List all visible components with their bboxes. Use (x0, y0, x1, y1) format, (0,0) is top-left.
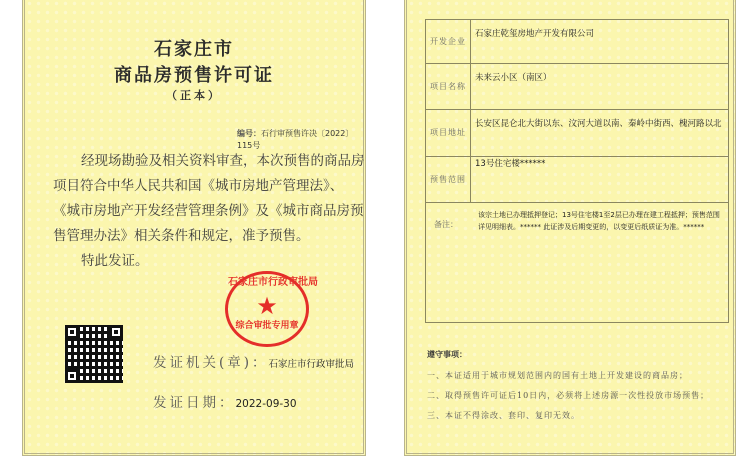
issuer-value: 石家庄市行政审批局 (268, 359, 355, 370)
body-line: 售管理办法》相关条件和规定，准予预售。 (53, 228, 310, 244)
row-label: 预售范围 (426, 157, 471, 203)
body-line: 项目符合中华人民共和国《城市房地产管理法》、 (53, 178, 344, 194)
city-title: 石家庄市 (154, 39, 234, 60)
table-row (426, 64, 729, 110)
table-row (426, 203, 729, 323)
note-item: 二、取得预售许可证后10日内，必须将上述房源一次性投放市场预售； (427, 391, 710, 400)
row-value: 石家庄乾玺房地产开发有限公司 (471, 20, 729, 64)
date-label: 发证日期： (153, 395, 236, 411)
certificate-detail-page (404, 0, 736, 456)
row-label: 开发企业 (426, 20, 471, 64)
star-icon: ★ (256, 292, 278, 320)
note-item: 三、本证不得涂改、套印、复印无效。 (427, 411, 580, 420)
details-table (425, 19, 729, 323)
notes-title: 遵守事项： (427, 349, 467, 359)
certificate-title: 商品房预售许可证 (114, 65, 274, 86)
notes-section (427, 349, 727, 430)
note-item: 一、本证适用于城市规划范围内的国有土地上开发建设的商品房； (427, 371, 688, 380)
table-row (426, 20, 729, 64)
certificate-body (53, 149, 365, 274)
row-value: 未来云小区（南区） (471, 64, 729, 110)
row-label: 项目地址 (426, 110, 471, 157)
row-value: 13号住宅楼****** (471, 157, 729, 203)
body-line: 《城市房地产开发经营管理条例》及《城市商品房预 (53, 203, 364, 219)
serial-label: 编号： (237, 128, 261, 138)
row-value: 长安区昆仑北大街以东、汶河大道以南、秦岭中街西、槐河路以北 (471, 110, 729, 157)
date-value: 2022-09-30 (235, 398, 297, 410)
qr-code[interactable] (65, 325, 123, 383)
seal-bottom-text: 综合审批专用章 (235, 321, 299, 331)
row-value: 该宗土地已办理抵押登记；13号住宅楼1至2层已办理在建工程抵押；预售范围详见明细表。****** 此证涉及后期变更的，以变更后纸质证为准。****** (478, 211, 720, 231)
row-label: 项目名称 (426, 64, 471, 110)
row-label: 备注： (434, 220, 458, 229)
certificate-front-page (22, 0, 366, 456)
seal-top-text: 石家庄市行政审批局 (228, 277, 318, 288)
date-line (153, 391, 297, 411)
issuer-label: 发证机关(章)： (153, 355, 269, 371)
copy-type: （正本） (166, 89, 222, 102)
qr-finder (65, 325, 79, 339)
table-row (426, 157, 729, 203)
body-line: 特此发证。 (81, 253, 149, 269)
official-seal (225, 271, 318, 347)
qr-finder (109, 325, 123, 339)
body-line: 经现场勘验及相关资料审查，本次预售的商品房 (81, 153, 365, 169)
table-row (426, 110, 729, 157)
qr-finder (65, 369, 79, 383)
issuer-line (153, 351, 354, 371)
serial-value: 石行审预售许决〔2022〕115号 (237, 129, 354, 150)
